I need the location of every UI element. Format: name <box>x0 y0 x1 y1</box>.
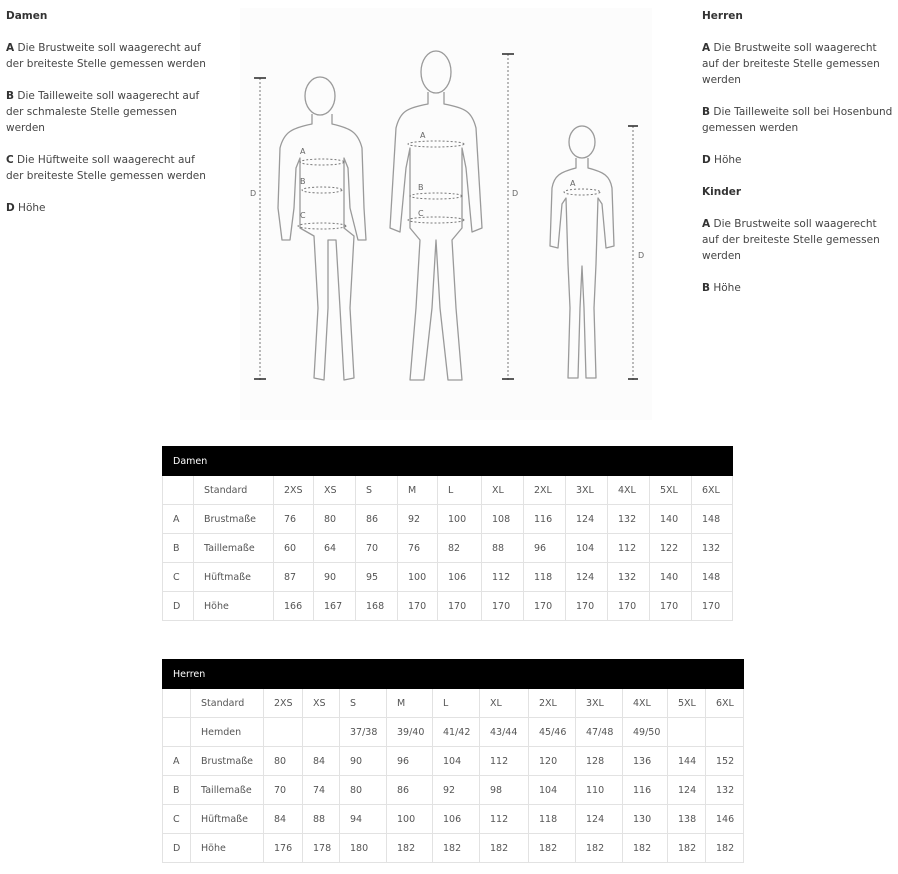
table-row <box>163 747 744 776</box>
damen-notes <box>6 0 206 232</box>
header-cell <box>163 476 194 505</box>
note-letter: A <box>6 42 15 54</box>
table-header-row <box>163 476 733 505</box>
note-text: Die Hüftweite soll waagerecht auf der breiteste Stelle gemessen werden <box>6 154 206 182</box>
table-cell: 167 <box>314 592 356 621</box>
table-cell: 100 <box>387 805 433 834</box>
table-row <box>163 592 733 621</box>
table-cell: 95 <box>356 563 398 592</box>
damen-title: Damen <box>163 447 733 476</box>
header-cell: Standard <box>191 689 264 718</box>
body-measurement-figure <box>240 8 652 420</box>
table-cell: 106 <box>433 805 480 834</box>
header-cell: 6XL <box>692 476 733 505</box>
table-cell: 170 <box>608 592 650 621</box>
table-cell: 128 <box>576 747 623 776</box>
table-cell: 132 <box>706 776 744 805</box>
herren-note-d <box>702 152 894 168</box>
table-cell: 112 <box>480 747 529 776</box>
table-cell: 80 <box>340 776 387 805</box>
header-cell: 5XL <box>650 476 692 505</box>
table-cell: 87 <box>274 563 314 592</box>
table-cell: 146 <box>706 805 744 834</box>
table-cell: 120 <box>529 747 576 776</box>
table-cell: 110 <box>576 776 623 805</box>
table-cell: 170 <box>438 592 482 621</box>
woman-label-d: D <box>250 189 257 198</box>
table-cell: 182 <box>668 834 706 863</box>
header-cell: 2XL <box>524 476 566 505</box>
note-text: Höhe <box>710 154 742 166</box>
table-cell: 182 <box>480 834 529 863</box>
row-letter-cell: A <box>163 505 194 534</box>
table-cell: 148 <box>692 505 733 534</box>
table-cell: 64 <box>314 534 356 563</box>
damen-note-b <box>6 88 206 136</box>
damen-table-body <box>163 447 733 621</box>
woman-label-c: C <box>300 211 306 220</box>
header-cell: 3XL <box>576 689 623 718</box>
header-cell: S <box>340 689 387 718</box>
header-cell: 2XS <box>274 476 314 505</box>
table-cell: 170 <box>398 592 438 621</box>
table-cell: 182 <box>706 834 744 863</box>
kinder-note-a <box>702 216 894 264</box>
table-cell: 124 <box>566 505 608 534</box>
note-text: Die Tailleweite soll waagerecht auf der schmaleste Stelle gemessen werden <box>6 90 200 134</box>
note-letter: D <box>6 202 15 214</box>
note-letter: A <box>702 218 711 230</box>
woman-label-b: B <box>300 177 306 186</box>
row-letter-cell <box>163 718 191 747</box>
note-letter: C <box>6 154 14 166</box>
header-cell: L <box>438 476 482 505</box>
table-cell: 104 <box>433 747 480 776</box>
table-row <box>163 718 744 747</box>
herren-title: Herren <box>163 660 744 689</box>
table-cell: 166 <box>274 592 314 621</box>
note-text: Höhe <box>710 282 741 294</box>
table-row <box>163 834 744 863</box>
table-cell <box>668 718 706 747</box>
table-cell: 180 <box>340 834 387 863</box>
table-cell: 170 <box>482 592 524 621</box>
header-cell: 6XL <box>706 689 744 718</box>
note-letter: A <box>702 42 711 54</box>
table-cell: 176 <box>264 834 303 863</box>
table-cell: 39/40 <box>387 718 433 747</box>
table-cell: 130 <box>623 805 668 834</box>
table-cell: 170 <box>692 592 733 621</box>
herren-table-body <box>163 660 744 863</box>
row-letter-cell: A <box>163 747 191 776</box>
table-cell: 100 <box>398 563 438 592</box>
table-cell: 43/44 <box>480 718 529 747</box>
table-cell: 148 <box>692 563 733 592</box>
herren-size-table <box>162 659 744 863</box>
note-letter: B <box>702 106 711 118</box>
header-cell: XL <box>482 476 524 505</box>
table-cell: 144 <box>668 747 706 776</box>
child-label-a: A <box>570 179 576 188</box>
table-cell: 96 <box>524 534 566 563</box>
table-cell: 45/46 <box>529 718 576 747</box>
table-cell: 118 <box>529 805 576 834</box>
header-cell: 2XS <box>264 689 303 718</box>
row-label-cell: Hüftmaße <box>191 805 264 834</box>
table-cell: 136 <box>623 747 668 776</box>
woman-label-a: A <box>300 147 306 156</box>
header-cell: 2XL <box>529 689 576 718</box>
header-cell: XL <box>480 689 529 718</box>
table-cell: 92 <box>398 505 438 534</box>
table-cell: 124 <box>566 563 608 592</box>
man-label-c: C <box>418 209 424 218</box>
row-letter-cell: B <box>163 776 191 805</box>
table-cell: 76 <box>398 534 438 563</box>
note-text: Die Brustweite soll waagerecht auf der breiteste Stelle gemessen werden <box>702 218 880 262</box>
table-row <box>163 563 733 592</box>
table-cell: 88 <box>303 805 340 834</box>
child-label-d: D <box>638 251 645 260</box>
table-cell: 112 <box>482 563 524 592</box>
table-cell: 98 <box>480 776 529 805</box>
header-cell: 5XL <box>668 689 706 718</box>
header-cell: 3XL <box>566 476 608 505</box>
man-label-a: A <box>420 131 426 140</box>
table-row <box>163 776 744 805</box>
table-cell <box>706 718 744 747</box>
man-label-d: D <box>512 189 519 198</box>
table-cell <box>264 718 303 747</box>
table-cell: 108 <box>482 505 524 534</box>
row-letter-cell: C <box>163 563 194 592</box>
table-cell: 140 <box>650 505 692 534</box>
table-cell: 132 <box>608 563 650 592</box>
table-cell: 96 <box>387 747 433 776</box>
table-cell: 104 <box>529 776 576 805</box>
table-cell: 82 <box>438 534 482 563</box>
table-cell: 70 <box>356 534 398 563</box>
table-cell: 182 <box>576 834 623 863</box>
herren-heading: Herren <box>702 10 743 22</box>
table-cell <box>303 718 340 747</box>
table-cell: 90 <box>314 563 356 592</box>
table-cell: 124 <box>668 776 706 805</box>
kinder-note-b <box>702 280 894 296</box>
header-cell: 4XL <box>623 689 668 718</box>
table-cell: 80 <box>314 505 356 534</box>
table-cell: 80 <box>264 747 303 776</box>
table-cell: 104 <box>566 534 608 563</box>
table-cell: 84 <box>303 747 340 776</box>
damen-note-d <box>6 200 206 216</box>
table-cell: 170 <box>650 592 692 621</box>
table-cell: 170 <box>566 592 608 621</box>
table-cell: 122 <box>650 534 692 563</box>
herren-kinder-notes <box>702 0 894 312</box>
row-label-cell: Hüftmaße <box>194 563 274 592</box>
note-text: Die Brustweite soll waagerecht auf der breiteste Stelle gemessen werden <box>702 42 880 86</box>
row-label-cell: Brustmaße <box>191 747 264 776</box>
man-label-b: B <box>418 183 424 192</box>
body-outlines-image <box>240 8 652 420</box>
table-cell: 74 <box>303 776 340 805</box>
table-cell: 76 <box>274 505 314 534</box>
table-cell: 182 <box>623 834 668 863</box>
table-cell: 182 <box>387 834 433 863</box>
table-row <box>163 534 733 563</box>
table-cell: 92 <box>433 776 480 805</box>
table-cell: 60 <box>274 534 314 563</box>
damen-title-row <box>163 447 733 476</box>
note-letter: D <box>702 154 711 166</box>
table-cell: 100 <box>438 505 482 534</box>
table-cell: 152 <box>706 747 744 776</box>
table-cell: 178 <box>303 834 340 863</box>
table-cell: 168 <box>356 592 398 621</box>
herren-title-row <box>163 660 744 689</box>
note-text: Die Tailleweite soll bei Hosenbund gemessen werden <box>702 106 893 134</box>
note-letter: B <box>6 90 15 102</box>
table-cell: 88 <box>482 534 524 563</box>
header-cell: M <box>387 689 433 718</box>
row-label-cell: Höhe <box>194 592 274 621</box>
damen-note-a <box>6 40 206 72</box>
table-cell: 138 <box>668 805 706 834</box>
row-letter-cell: D <box>163 592 194 621</box>
damen-heading: Damen <box>6 10 48 22</box>
table-cell: 182 <box>529 834 576 863</box>
table-cell: 106 <box>438 563 482 592</box>
note-letter: B <box>702 282 711 294</box>
table-cell: 132 <box>608 505 650 534</box>
table-row <box>163 805 744 834</box>
table-cell: 86 <box>387 776 433 805</box>
table-cell: 124 <box>576 805 623 834</box>
header-cell: Standard <box>194 476 274 505</box>
table-cell: 112 <box>608 534 650 563</box>
table-header-row <box>163 689 744 718</box>
row-letter-cell: C <box>163 805 191 834</box>
note-text: Höhe <box>14 202 46 214</box>
table-cell: 112 <box>480 805 529 834</box>
table-row <box>163 505 733 534</box>
table-cell: 116 <box>524 505 566 534</box>
herren-note-b <box>702 104 894 136</box>
row-letter-cell: B <box>163 534 194 563</box>
row-label-cell: Taillemaße <box>191 776 264 805</box>
table-cell: 47/48 <box>576 718 623 747</box>
row-label-cell: Taillemaße <box>194 534 274 563</box>
table-cell: 49/50 <box>623 718 668 747</box>
table-cell: 118 <box>524 563 566 592</box>
table-cell: 116 <box>623 776 668 805</box>
row-letter-cell: D <box>163 834 191 863</box>
header-cell: XS <box>314 476 356 505</box>
table-cell: 140 <box>650 563 692 592</box>
table-cell: 94 <box>340 805 387 834</box>
damen-size-table <box>162 446 733 621</box>
table-cell: 90 <box>340 747 387 776</box>
row-label-cell: Hemden <box>191 718 264 747</box>
table-cell: 170 <box>524 592 566 621</box>
table-cell: 86 <box>356 505 398 534</box>
row-label-cell: Brustmaße <box>194 505 274 534</box>
header-cell: S <box>356 476 398 505</box>
herren-note-a <box>702 40 894 88</box>
table-cell: 84 <box>264 805 303 834</box>
table-cell: 37/38 <box>340 718 387 747</box>
header-cell: M <box>398 476 438 505</box>
table-cell: 132 <box>692 534 733 563</box>
table-cell: 41/42 <box>433 718 480 747</box>
header-cell <box>163 689 191 718</box>
note-text: Die Brustweite soll waagerecht auf der breiteste Stelle gemessen werden <box>6 42 206 70</box>
header-cell: XS <box>303 689 340 718</box>
table-cell: 182 <box>433 834 480 863</box>
kinder-heading: Kinder <box>702 186 742 198</box>
damen-note-c <box>6 152 206 184</box>
table-cell: 70 <box>264 776 303 805</box>
header-cell: L <box>433 689 480 718</box>
header-cell: 4XL <box>608 476 650 505</box>
row-label-cell: Höhe <box>191 834 264 863</box>
